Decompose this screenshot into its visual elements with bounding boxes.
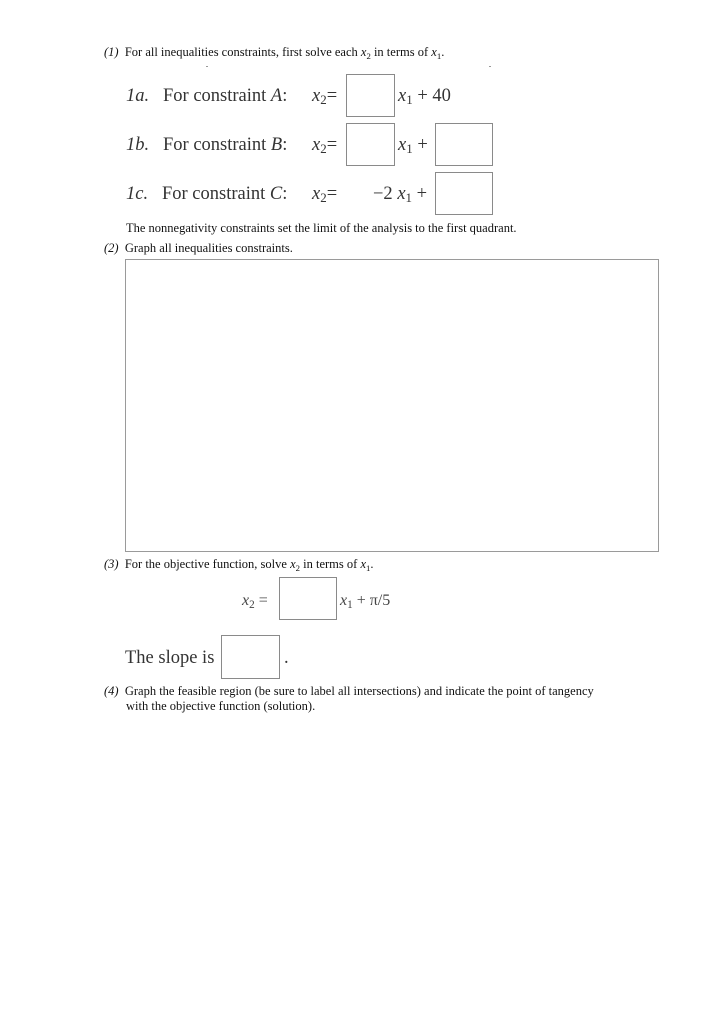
question-text: For the objective function, solve xyxy=(124,557,287,571)
constraint-1b-constant-input[interactable] xyxy=(435,123,493,166)
constraint-1b-row: 1b. For constraint B: xyxy=(126,135,288,155)
objective-lhs: $x_2$ = xyxy=(242,592,268,611)
slope-period: . xyxy=(284,648,289,668)
question-text: in terms of xyxy=(373,45,429,59)
constraint-letter: C xyxy=(269,184,283,204)
constraint-1a-rhs: $x_1 + 40$ xyxy=(398,86,451,107)
slope-input[interactable] xyxy=(221,635,280,679)
question-number: (3) xyxy=(104,557,119,571)
constraint-1a-row: 1a. For constraint A: xyxy=(126,86,288,106)
var-x2: $x_2$ xyxy=(290,557,301,573)
question-4-line-2: with the objective function (solution). xyxy=(126,699,316,713)
slope-label: The slope is xyxy=(125,648,215,668)
question-text: Graph all inequalities constraints. xyxy=(124,241,293,255)
question-number: (4) xyxy=(104,684,119,698)
question-text: in terms of xyxy=(303,557,358,571)
constraint-1c-lhs: $x_2=$ xyxy=(312,184,338,205)
constraint-1c-constant-input[interactable] xyxy=(435,172,493,215)
constraint-1c-row: 1c. For constraint C: xyxy=(126,184,288,204)
question-text: For all inequalities constraints, first solve each xyxy=(124,45,358,59)
question-number: (2) xyxy=(104,241,119,255)
constraint-text: For constraint xyxy=(163,86,267,106)
constraint-1a-coefficient-input[interactable] xyxy=(346,74,395,117)
constraint-1b-coefficient-input[interactable] xyxy=(346,123,395,166)
var-x1: $x_1$ xyxy=(431,45,442,61)
constraint-letter: B xyxy=(270,135,283,155)
constraint-1b-lhs: $x_2=$ xyxy=(312,135,338,156)
constraint-text: For constraint xyxy=(161,184,266,204)
constraint-label: 1c. xyxy=(126,184,149,204)
var-x2: $x_2$ xyxy=(360,45,371,61)
constraint-1b-rhs: $x_1$ + xyxy=(398,135,428,156)
constraint-text: For constraint xyxy=(163,135,267,155)
var-x1: $x_1$ xyxy=(360,557,371,573)
constraint-label: 1b. xyxy=(126,135,150,155)
question-text: Graph the feasible region (be sure to label all intersections) and indicate the point of tangency xyxy=(124,684,594,698)
constraint-1a-lhs: $x_2=$ xyxy=(312,86,338,107)
constraint-1c-rhs: −2 $x_1$ + xyxy=(373,184,428,205)
objective-coefficient-input[interactable] xyxy=(279,577,337,620)
question-3: (3) For the objective function, solve $x_2$ in terms of $x_1$. xyxy=(104,557,374,573)
constraint-label: 1a. xyxy=(126,86,150,106)
graph-area[interactable] xyxy=(125,259,659,552)
objective-rhs: $x_1 + \pi/5$ xyxy=(340,592,391,611)
scan-mark xyxy=(489,66,491,67)
question-2 xyxy=(104,240,293,256)
scan-mark xyxy=(206,66,208,67)
constraint-letter: A xyxy=(270,86,283,106)
nonnegativity-note: The nonnegativity constraints set the limit of the analysis to the first quadrant. xyxy=(126,221,517,235)
question-1: (1) For all inequalities constraints, first solve each $x_2$ in terms of $x_1$. xyxy=(104,45,445,61)
question-4 xyxy=(104,683,594,699)
question-number: (1) xyxy=(104,45,119,59)
